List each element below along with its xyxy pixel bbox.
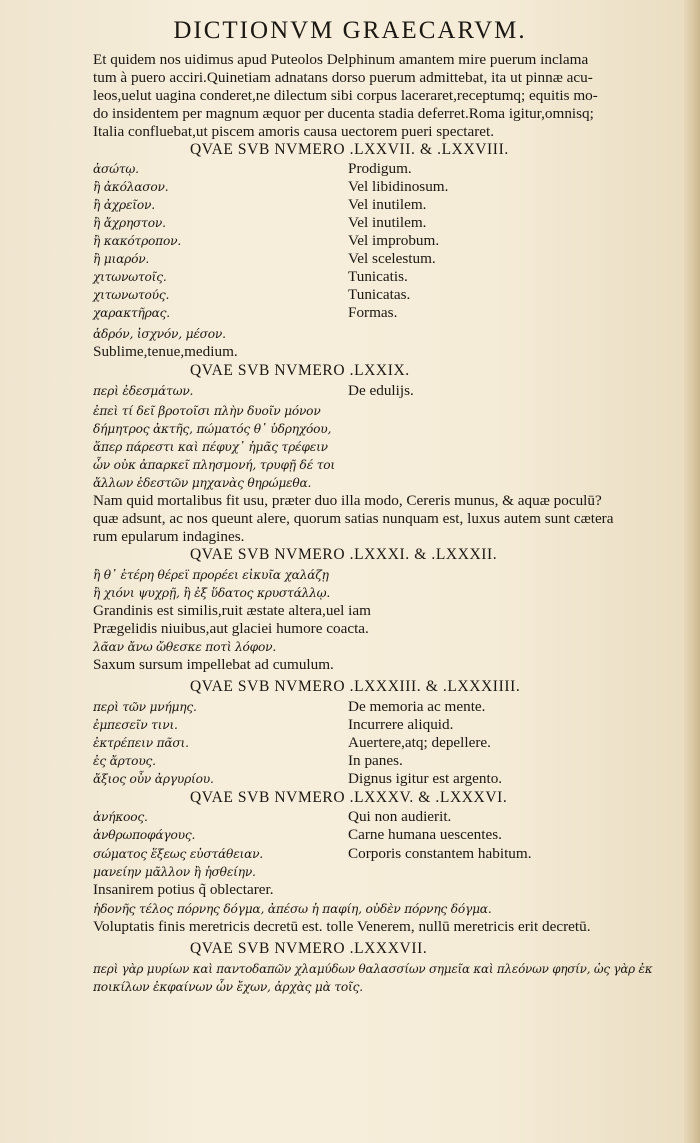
section-heading: QVAE SVB NVMERO .LXXVII. & .LXXVIII.	[190, 141, 509, 158]
greek-term: ἢ ἄχρηστον.	[93, 216, 166, 230]
latin-gloss: Dignus igitur est argento.	[348, 770, 503, 787]
latin-line: Nam quid mortalibus fit usu, præter duo illa modo, Cereris munus, & aquæ poculū?	[93, 492, 602, 509]
latin-gloss: Vel inutilem.	[348, 196, 427, 213]
greek-term: ἢ ἀχρεῖον.	[93, 198, 155, 212]
latin-gloss: Vel scelestum.	[348, 250, 436, 267]
greek-term: ἀνήκοος.	[93, 810, 148, 824]
latin-gloss: Tunicatas.	[348, 286, 411, 303]
greek-term: ἢ κακότροπον.	[93, 234, 182, 248]
greek-verse: ἐπεὶ τί δεῖ βροτοῖσι πλὴν δυοῖν μόνον	[93, 404, 321, 418]
section-heading: QVAE SVB NVMERO .LXXXIII. & .LXXXIIII.	[190, 678, 521, 695]
latin-line: rum epularum indagines.	[93, 528, 245, 545]
latin-gloss: Vel inutilem.	[348, 214, 427, 231]
intro-line: leos,uelut uagina conderet,ne dilectum sibi corpus laceraret,receptumq; equitis mo-	[93, 87, 598, 104]
greek-term: ἀνθρωποφάγους.	[93, 828, 196, 842]
latin-gloss: Vel libidinosum.	[348, 178, 449, 195]
latin-line: Saxum sursum impellebat ad cumulum.	[93, 656, 334, 673]
latin-line: Insanirem potius q̃ oblectarer.	[93, 881, 274, 898]
greek-verse: ὧν οὐκ ἀπαρκεῖ πλησμονή, τρυφῇ δέ τοι	[93, 458, 335, 472]
greek-line: μανείην μᾶλλον ἢ ἡσθείην.	[93, 865, 256, 879]
greek-verse: ἢ χιόνι ψυχρῇ, ἢ ἐξ ὕδατος κρυστάλλῳ.	[93, 586, 331, 600]
latin-gloss: Qui non audierit.	[348, 808, 452, 825]
latin-line: Sublime,tenue,medium.	[93, 343, 238, 360]
intro-line: tum à puero acciri.Quinetiam adnatans dorso puerum admittebat, ita ut pinnæ acu-	[93, 69, 593, 86]
greek-term: ἐμπεσεῖν τινι.	[93, 718, 178, 732]
latin-gloss: Carne humana uescentes.	[348, 826, 502, 843]
latin-gloss: In panes.	[348, 752, 403, 769]
greek-term: ἐκτρέπειν πᾶσι.	[93, 736, 189, 750]
latin-line: quæ adsunt, ac nos queunt alere, quorum satias nunquam est, luxus autem sunt cætera	[93, 510, 614, 527]
greek-term: ἀσώτῳ.	[93, 162, 139, 176]
greek-line: ἡδονῆς τέλος πόρνης δόγμα, ἀπέσω ἡ παφίη, οὐδὲν πόρνης δόγμα.	[93, 902, 492, 916]
latin-gloss: Corporis constantem habitum.	[348, 845, 532, 862]
latin-gloss: De edulijs.	[348, 382, 414, 399]
greek-term: χαρακτῆρας.	[93, 306, 170, 320]
greek-term: περὶ ἐδεσμάτων.	[93, 384, 194, 398]
greek-line: ἁδρόν, ἰσχνόν, μέσον.	[93, 327, 226, 341]
latin-gloss: De memoria ac mente.	[348, 698, 486, 715]
greek-term: ἐς ἄρτους.	[93, 754, 156, 768]
greek-line: περὶ γὰρ μυρίων καὶ παντοδαπῶν χλαμύδων θαλασσίων σημεῖα καὶ πλεόνων φησίν, ὡς γὰρ ἐκ	[93, 962, 653, 976]
greek-verse: ἄλλων ἐδεστῶν μηχανὰς θηρώμεθα.	[93, 476, 312, 490]
latin-gloss: Auertere,atq; depellere.	[348, 734, 491, 751]
running-head: DICTIONVM GRAECARVM.	[173, 17, 527, 44]
greek-term: περὶ τῶν μνήμης.	[93, 700, 197, 714]
greek-term: χιτωνωτοῖς.	[93, 270, 167, 284]
latin-gloss: Prodigum.	[348, 160, 412, 177]
latin-gloss: Formas.	[348, 304, 398, 321]
intro-line: do insidentem per magnum æquor per ducenta stadia deferret.Roma igitur,omnisq;	[93, 105, 594, 122]
intro-line: Et quidem nos uidimus apud Puteolos Delphinum amantem mire puerum inclama	[93, 51, 589, 68]
greek-term: ἢ μιαρόν.	[93, 252, 150, 266]
greek-term: ἢ ἀκόλασον.	[93, 180, 169, 194]
greek-verse: ἢ θ᾽ ἑτέρη θέρεϊ προρέει εἰκυῖα χαλάζῃ	[93, 568, 329, 582]
greek-verse: λᾶαν ἄνω ὤθεσκε ποτὶ λόφον.	[93, 640, 277, 654]
latin-gloss: Incurrere aliquid.	[348, 716, 454, 733]
greek-term: σώματος ἕξεως εὐστάθειαν.	[93, 847, 264, 861]
latin-line: Grandinis est similis,ruit æstate altera,uel iam	[93, 602, 371, 619]
greek-verse: ἅπερ πάρεστι καὶ πέφυχ᾽ ἡμᾶς τρέφειν	[93, 440, 328, 454]
section-heading: QVAE SVB NVMERO .LXXXI. & .LXXXII.	[190, 546, 498, 563]
intro-line: Italia confluebat,ut piscem amoris causa uectorem pueri spectaret.	[93, 123, 495, 140]
page-edge	[684, 0, 700, 1143]
section-heading: QVAE SVB NVMERO .LXXXV. & .LXXXVI.	[190, 789, 508, 806]
greek-term: χιτωνωτούς.	[93, 288, 170, 302]
greek-line: ποικίλων ἐκφαίνων ὧν ἔχων, ἀρχὰς μὰ τοῖς.	[93, 980, 363, 994]
latin-line: Voluptatis finis meretricis decretū est. tolle Venerem, nullū meretricis erit decretū.	[93, 918, 591, 935]
section-heading: QVAE SVB NVMERO .LXXIX.	[190, 362, 410, 379]
greek-verse: δήμητρος ἀκτῆς, πώματός θ᾽ ὑδρηχόου,	[93, 422, 332, 436]
greek-term: ἄξιος οὖν ἀργυρίου.	[93, 772, 214, 786]
latin-gloss: Tunicatis.	[348, 268, 408, 285]
section-heading: QVAE SVB NVMERO .LXXXVII.	[190, 940, 428, 957]
latin-line: Prægelidis niuibus,aut glaciei humore coacta.	[93, 620, 369, 637]
latin-gloss: Vel improbum.	[348, 232, 440, 249]
